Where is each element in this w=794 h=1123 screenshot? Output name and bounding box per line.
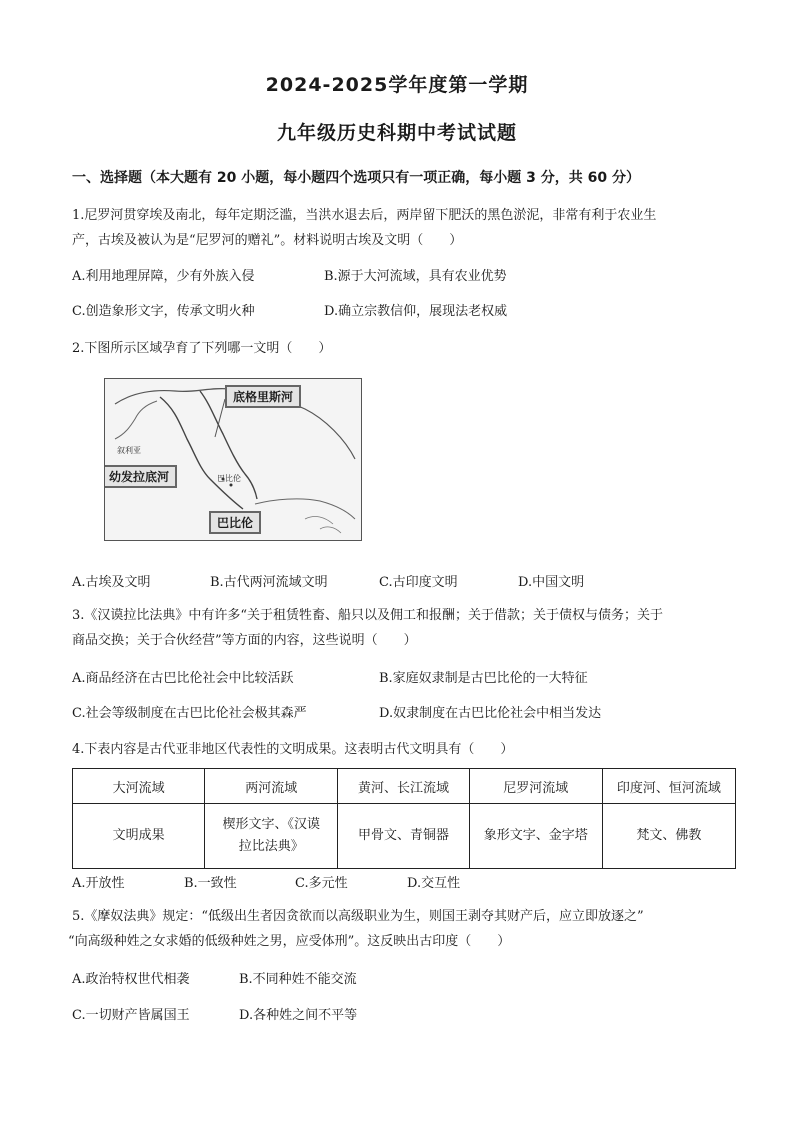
question-5-option-c[interactable]: C.一切财产皆属国王: [72, 1008, 190, 1023]
table-header-cell: 大河流域: [73, 769, 205, 804]
question-1-stem: [72, 203, 732, 253]
question-3-option-d[interactable]: D.奴隶制度在古巴比伦社会中相当发达: [379, 706, 602, 721]
question-2-option-b[interactable]: B.古代两河流域文明: [210, 575, 328, 590]
table-cell: 甲骨文、青铜器: [338, 804, 469, 869]
question-5-option-d[interactable]: D.各种姓之间不平等: [239, 1008, 358, 1023]
table-cell: 象形文字、金字塔: [469, 804, 602, 869]
question-1-option-d[interactable]: D.确立宗教信仰，展现法老权威: [324, 304, 508, 319]
question-1-option-b[interactable]: B.源于大河流域，具有农业优势: [324, 269, 507, 284]
map-label-syria: 叙利亚: [117, 446, 141, 455]
table-header-row: [73, 769, 736, 804]
exam-subject-title: 九年级历史科期中考试试题: [276, 122, 517, 144]
mesopotamia-map: [104, 378, 362, 541]
question-5-stem: [68, 904, 752, 954]
table-cell: 梵文、佛教: [602, 804, 735, 869]
map-label-city: 巴比伦: [217, 474, 241, 483]
question-1-line-2: 产，古埃及被认为是“尼罗河的赠礼”。材料说明古埃及文明（ ）: [72, 233, 463, 248]
question-3-stem: [72, 603, 732, 653]
question-4-option-c[interactable]: C.多元性: [295, 876, 348, 891]
map-label-tigris: 底格里斯河: [225, 385, 301, 408]
question-3-option-a[interactable]: A.商品经济在古巴比伦社会中比较活跃: [72, 671, 294, 686]
question-5-line-2: “向高级种姓之女求婚的低级种姓之男，应受体刑”。这反映出古印度（ ）: [68, 934, 511, 949]
table-row-label: 文明成果: [73, 804, 205, 869]
question-3-line-1: 3.《汉谟拉比法典》中有许多“关于租赁牲畜、船只以及佣工和报酬；关于借款；关于债权与债务；关于: [72, 608, 664, 623]
table-cell-line: 拉比法典》: [238, 839, 304, 854]
question-3-option-b[interactable]: B.家庭奴隶制是古巴比伦的一大特征: [379, 671, 588, 686]
map-label-babylon: 巴比伦: [209, 511, 261, 534]
section-heading-choice: 一、选择题（本大题有 20 小题，每小题四个选项只有一项正确，每小题 3 分，共 60 分）: [72, 170, 640, 186]
question-1-option-a[interactable]: A.利用地理屏障，少有外族入侵: [72, 269, 255, 284]
question-4-option-d[interactable]: D.交互性: [407, 876, 461, 891]
question-5-option-b[interactable]: B.不同种姓不能交流: [239, 972, 357, 987]
question-2-option-a[interactable]: A.古埃及文明: [72, 575, 151, 590]
table-header-cell: 印度河、恒河流域: [602, 769, 735, 804]
table-cell-line: 楔形文字、《汉谟: [222, 817, 321, 832]
question-4-option-b[interactable]: B.一致性: [184, 876, 237, 891]
map-label-euphrates: 幼发拉底河: [104, 465, 177, 488]
question-1-line-1: 1.尼罗河贯穿埃及南北，每年定期泛滥，当洪水退去后，两岸留下肥沃的黑色淤泥，非常有利于农业生: [72, 208, 657, 223]
question-5-option-a[interactable]: A.政治特权世代相袭: [72, 972, 190, 987]
civilization-table: [72, 768, 736, 869]
question-2-option-c[interactable]: C.古印度文明: [379, 575, 458, 590]
question-4-stem: 4.下表内容是古代亚非地区代表性的文明成果。这表明古代文明具有（ ）: [72, 742, 514, 757]
table-row: [73, 804, 736, 869]
question-3-option-c[interactable]: C.社会等级制度在古巴比伦社会极其森严: [72, 706, 307, 721]
table-cell: [205, 804, 338, 869]
question-2-stem: 2.下图所示区域孕育了下列哪一文明（ ）: [72, 341, 332, 356]
question-3-line-2: 商品交换；关于合伙经营”等方面的内容，这些说明（ ）: [72, 633, 417, 648]
table-header-cell: 尼罗河流域: [469, 769, 602, 804]
table-header-cell: 两河流域: [205, 769, 338, 804]
exam-year-title: 2024-2025学年度第一学期: [265, 74, 529, 96]
question-4-option-a[interactable]: A.开放性: [72, 876, 125, 891]
question-1-option-c[interactable]: C.创造象形文字，传承文明火种: [72, 304, 255, 319]
question-2-option-d[interactable]: D.中国文明: [518, 575, 585, 590]
question-5-line-1: 5.《摩奴法典》规定：“低级出生者因贪欲而以高级职业为生，则国王剥夺其财产后，应立即放逐之”: [72, 909, 644, 924]
table-header-cell: 黄河、长江流域: [338, 769, 469, 804]
